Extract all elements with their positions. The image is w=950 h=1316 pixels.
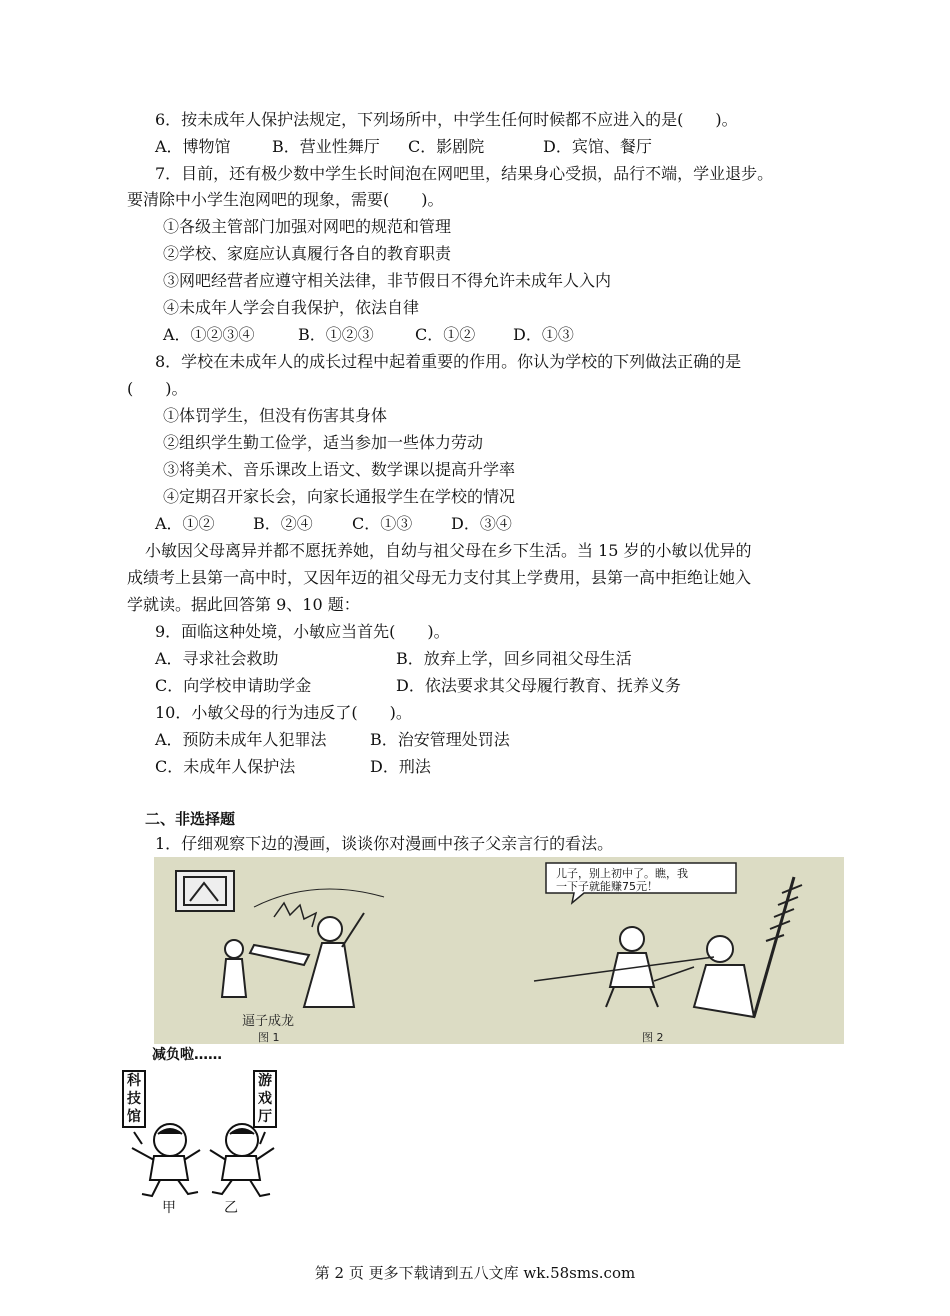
- cartoon1-label: 图 1: [258, 1031, 280, 1044]
- q7-option-c: C．①②: [415, 325, 476, 344]
- q6-stem: 6．按未成年人保护法规定，下列场所中，中学生任何时候都不应进入的是( )。: [155, 110, 738, 129]
- q8-option-b: B．②④: [253, 514, 313, 533]
- passage-line-1: 小敏因父母离异并都不愿抚养她，自幼与祖父母在乡下生活。当 15 岁的小敏以优异的: [145, 541, 752, 560]
- q8-option-a: A．①②: [155, 514, 215, 533]
- page-footer: 第 2 页 更多下载请到五八文库 wk.58sms.com: [314, 1264, 636, 1282]
- q10-option-c: C．未成年人保护法: [155, 757, 296, 776]
- cartoon1-caption: 逼子成龙: [242, 1014, 295, 1029]
- sign-left-char-3: 馆: [127, 1109, 141, 1125]
- q8-item-2: ②组织学生勤工俭学，适当参加一些体力劳动: [163, 433, 484, 452]
- q8-stem-line2: ( )。: [127, 379, 188, 398]
- sign-right-char-1: 游: [258, 1073, 272, 1089]
- q9-option-b: B．放弃上学，回乡同祖父母生活: [396, 649, 632, 668]
- q10-stem: 10．小敏父母的行为违反了( )。: [155, 703, 412, 722]
- q6-option-d: D．宾馆、餐厅: [543, 137, 652, 156]
- q7-item-3: ③网吧经营者应遵守相关法律，非节假日不得允许未成年人入内: [163, 271, 612, 290]
- sign-left-char-2: 技: [127, 1091, 141, 1107]
- q10-option-a: A．预防未成年人犯罪法: [155, 730, 327, 749]
- q9-option-d: D．依法要求其父母履行教育、抚养义务: [396, 676, 681, 695]
- q7-stem-line2: 要清除中小学生泡网吧的现象，需要( )。: [127, 190, 444, 209]
- cartoon1-drawing: [176, 871, 384, 1007]
- q7-item-4: ④未成年人学会自我保护，依法自律: [163, 298, 420, 317]
- q8-stem-line1: 8．学校在未成年人的成长过程中起着重要的作用。你认为学校的下列做法正确的是: [155, 352, 742, 371]
- passage-line-2: 成绩考上县第一高中时，又因年迈的祖父母无力支付其上学费用，县第一高中拒绝让她入: [127, 568, 752, 587]
- cartoon3-title: 减负啦……: [152, 1047, 222, 1063]
- q6-option-c: C．影剧院: [408, 137, 485, 156]
- section2-q1: 1．仔细观察下边的漫画，谈谈你对漫画中孩子父亲言行的看法。: [155, 834, 614, 853]
- cartoon3-drawing: [122, 1044, 292, 1214]
- cartoon-panel: [154, 857, 844, 1044]
- q7-option-d: D．①③: [513, 325, 574, 344]
- q7-stem-line1: 7．目前，还有极少数中学生长时间泡在网吧里，结果身心受损，品行不端，学业退步。: [155, 164, 774, 183]
- cartoon3-label-yi: 乙: [224, 1200, 238, 1214]
- q7-item-2: ②学校、家庭应认真履行各自的教育职责: [163, 244, 452, 263]
- sign-left-char-1: 科: [127, 1073, 141, 1089]
- q10-option-d: D．刑法: [370, 757, 431, 776]
- sign-right-char-2: 戏: [258, 1091, 272, 1107]
- q7-option-b: B．①②③: [298, 325, 374, 344]
- q8-option-d: D．③④: [451, 514, 512, 533]
- cartoon2-speech-line2: 一下子就能赚75元！: [556, 880, 658, 893]
- q8-item-3: ③将美术、音乐课改上语文、数学课以提高升学率: [163, 460, 516, 479]
- passage-line-3: 学就读。据此回答第 9、10 题：: [127, 595, 360, 614]
- q8-item-4: ④定期召开家长会，向家长通报学生在学校的情况: [163, 487, 516, 506]
- cartoon2-speech-line1: 儿子，别上初中了。瞧，我: [556, 867, 688, 880]
- sign-right-char-3: 厅: [258, 1109, 272, 1125]
- q8-item-1: ①体罚学生，但没有伤害其身体: [163, 406, 388, 425]
- section2-title: 二、非选择题: [145, 810, 236, 828]
- q9-stem: 9．面临这种处境，小敏应当首先( )。: [155, 622, 450, 641]
- q7-item-1: ①各级主管部门加强对网吧的规范和管理: [163, 217, 452, 236]
- q10-option-b: B．治安管理处罚法: [370, 730, 510, 749]
- q6-option-a: A．博物馆: [155, 137, 231, 156]
- cartoon-illustration: [154, 857, 844, 1044]
- cartoon3-label-jia: 甲: [162, 1200, 176, 1214]
- q7-option-a: A．①②③④: [163, 325, 255, 344]
- cartoon3: [122, 1044, 292, 1214]
- q8-option-c: C．①③: [352, 514, 413, 533]
- q9-option-c: C．向学校申请助学金: [155, 676, 312, 695]
- cartoon2-label: 图 2: [642, 1031, 664, 1044]
- q9-option-a: A．寻求社会救助: [155, 649, 279, 668]
- q6-option-b: B．营业性舞厅: [272, 137, 380, 156]
